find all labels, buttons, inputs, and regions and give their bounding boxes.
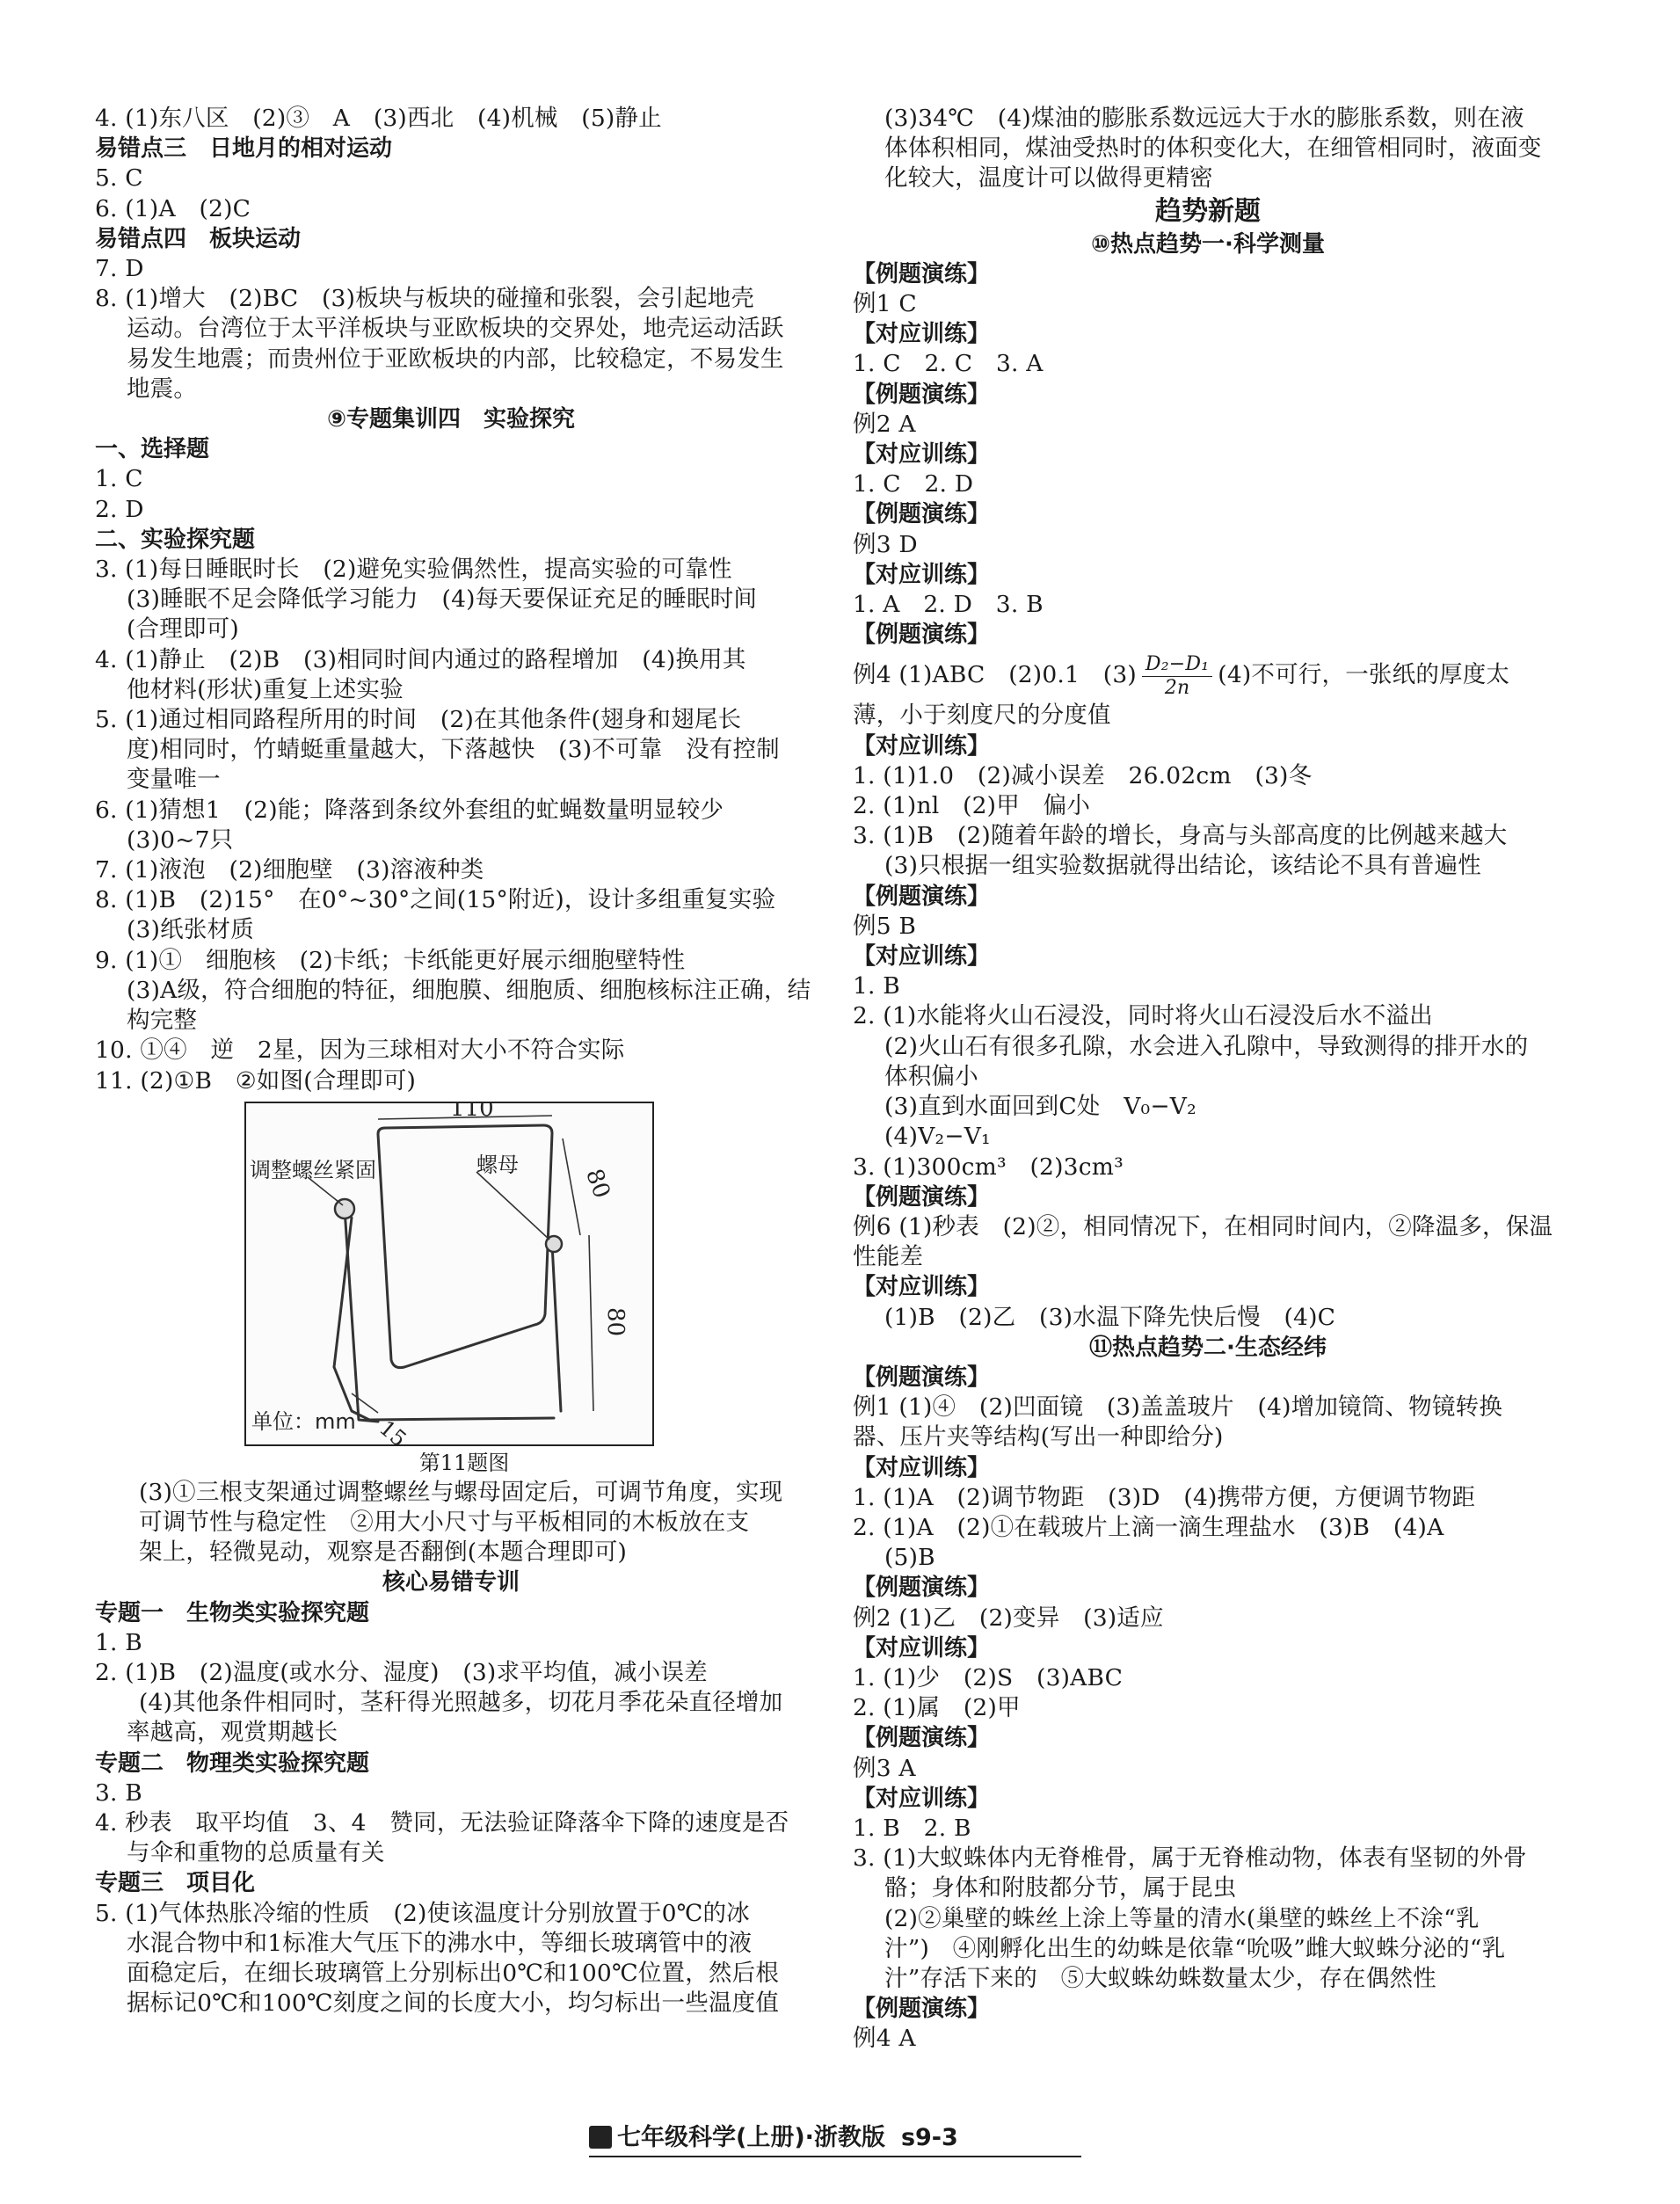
topic-heading: ⑨专题集训四 实验探究 xyxy=(326,406,575,433)
answer-line: (3)纸张材质 xyxy=(127,916,254,944)
answer-line: 汁”) ④刚孵化出生的幼蛛是依靠“吮吸”雌大蚁蛛分泌的“乳 xyxy=(884,1934,1506,1962)
answer-line: 面稳定后，在细长玻璃管上分别标出0℃和100℃位置，然后根 xyxy=(127,1959,780,1987)
topic-heading: 核心易错专训 xyxy=(382,1569,520,1597)
figure-caption: 第11题图 xyxy=(418,1450,510,1475)
answer-line: (4)其他条件相同时，茎秆得光照越多，切花月季花朵直径增加 xyxy=(139,1689,783,1717)
section-heading: 专题三 项目化 xyxy=(95,1870,256,1897)
answer-line: (合理即可) xyxy=(127,615,239,644)
answer-line: 1. B 2. B xyxy=(853,1814,971,1842)
answer-line: 2. (1)水能将火山石浸没，同时将火山石浸没后水不溢出 xyxy=(853,1002,1433,1030)
answer-line: 1. C 2. C 3. A xyxy=(853,350,1044,378)
answer-line: 11. (2)①B ②如图(合理即可) xyxy=(95,1066,417,1095)
answer-line: (3)睡眠不足会降低学习能力 (4)每天要保证充足的睡眠时间 xyxy=(127,586,758,614)
answer-line: (2)火山石有很多孔隙，水会进入孔隙中，导致测得的排开水的 xyxy=(884,1032,1529,1060)
answer-line: 例6 (1)秒表 (2)②，相同情况下，在相同时间内，②降温多，保温 xyxy=(853,1212,1553,1240)
answer-line: 8. (1)B (2)15° 在0°~30°之间(15°附近)，设计多组重复实验 xyxy=(95,886,776,914)
answer-line: 10. ①④ 逆 2星，因为三球相对大小不符合实际 xyxy=(95,1037,625,1065)
bracket-heading: 【对应训练】 xyxy=(853,1634,991,1662)
page-number: s9-3 xyxy=(900,2124,958,2151)
bracket-heading: 【对应训练】 xyxy=(853,1454,991,1481)
answer-line: 2. (1)nl (2)甲 偏小 xyxy=(853,792,1091,820)
answer-line: (3)A级，符合细胞的特征，细胞膜、细胞质、细胞核标注正确，结 xyxy=(127,976,811,1004)
answer-line: 变量唯一 xyxy=(127,766,221,794)
answer-line: 1. C 2. D xyxy=(853,470,974,498)
section-heading: 专题二 物理类实验探究题 xyxy=(95,1749,370,1777)
answer-line: 水混合物中和1标准大气压下的沸水中，等细长玻璃管中的液 xyxy=(127,1929,753,1957)
bracket-heading: 【对应训练】 xyxy=(853,321,991,348)
stand-drawing xyxy=(246,1103,652,1444)
answer-line: 5. (1)通过相同路程所用的时间 (2)在其他条件(翅身和翅尾长 xyxy=(95,706,742,734)
answer-line: (3)只根据一组实验数据就得出结论，该结论不具有普遍性 xyxy=(884,852,1481,880)
answer-line: 7. (1)液泡 (2)细胞壁 (3)溶液种类 xyxy=(95,856,484,884)
answer-line: 3. (1)B (2)随着年龄的增长，身高与头部高度的比例越来越大 xyxy=(853,822,1508,850)
answer-line: 例3 A xyxy=(853,1754,916,1782)
bracket-heading: 【对应训练】 xyxy=(853,1785,991,1812)
answer-line: 2. D xyxy=(95,495,144,523)
answer-line: (1)B (2)乙 (3)水温下降先快后慢 (4)C xyxy=(884,1303,1336,1331)
answer-line: 他材料(形状)重复上述实验 xyxy=(127,675,404,703)
answer-line: 2. (1)B (2)温度(或水分、湿度) (3)求平均值，减小误差 xyxy=(95,1658,708,1686)
answer-line: (5)B xyxy=(884,1544,935,1572)
bracket-heading: 【对应训练】 xyxy=(853,943,991,971)
label-80-right: 80 xyxy=(602,1306,629,1336)
bracket-heading: 【例题演练】 xyxy=(853,1364,991,1391)
bracket-heading: 【例题演练】 xyxy=(853,1575,991,1602)
support-back xyxy=(552,1244,561,1411)
dim-line-80-top xyxy=(563,1138,580,1235)
leader-nut xyxy=(476,1172,549,1240)
answer-line: 例5 B xyxy=(853,912,917,940)
answer-line: 2. (1)属 (2)甲 xyxy=(853,1694,1021,1722)
footer-rule xyxy=(589,2156,1081,2157)
answer-line: 运动。台湾位于太平洋板块与亚欧板块的交界处，地壳运动活跃 xyxy=(127,315,784,343)
answer-line: 地震。 xyxy=(127,375,198,403)
bracket-heading: 【例题演练】 xyxy=(853,1183,991,1211)
answer-line: 可调节性与稳定性 ②用大小尺寸与平板相同的木板放在支 xyxy=(139,1508,750,1536)
bracket-heading: 【例题演练】 xyxy=(853,883,991,910)
right-column xyxy=(853,104,1563,2055)
answer-line: (3)直到水面回到C处 V₀−V₂ xyxy=(884,1093,1196,1121)
label-110: 110 xyxy=(450,1102,494,1122)
topic-heading: ⑪热点趋势二·生态经纬 xyxy=(1089,1334,1327,1361)
answer-line: 汁”存活下来的 ⑤大蚁蛛幼蛛数量太少，存在偶然性 xyxy=(884,1964,1436,1992)
answer-line: 骼；身体和附肢都分节，属于昆虫 xyxy=(884,1874,1237,1902)
answer-line: 例4 A xyxy=(853,2025,916,2053)
answer-line: 薄，小于刻度尺的分度值 xyxy=(853,702,1111,730)
bracket-heading: 【例题演练】 xyxy=(853,381,991,408)
bracket-heading: 【对应训练】 xyxy=(853,732,991,760)
bracket-heading: 【对应训练】 xyxy=(853,1274,991,1301)
support-base xyxy=(334,1367,554,1420)
bracket-heading: 【例题演练】 xyxy=(853,1996,991,2023)
answer-line: 例1 (1)④ (2)凹面镜 (3)盖盖玻片 (4)增加镜筒、物镜转换 xyxy=(853,1393,1502,1422)
answer-line: 3. (1)每日睡眠时长 (2)避免实验偶然性，提高实验的可靠性 xyxy=(95,556,732,584)
answer-line: 例2 (1)乙 (2)变异 (3)适应 xyxy=(853,1604,1164,1632)
stand-diagram xyxy=(244,1102,654,1446)
answer-line: (4)V₂−V₁ xyxy=(884,1123,991,1151)
answer-line: 易发生地震；而贵州位于亚欧板块的内部，比较稳定，不易发生 xyxy=(127,345,784,373)
answer-line: 1. A 2. D 3. B xyxy=(853,591,1044,619)
answer-line: 5. C xyxy=(95,164,143,193)
answer-line: 构完整 xyxy=(127,1007,198,1035)
section-heading: 专题一 生物类实验探究题 xyxy=(95,1599,370,1626)
answer-line: 性能差 xyxy=(853,1243,924,1271)
fraction-numerator: D₂−D₁ xyxy=(1142,653,1212,677)
left-column xyxy=(95,104,811,2019)
answer-line: 9. (1)① 细胞核 (2)卡纸；卡纸能更好展示细胞壁特性 xyxy=(95,946,686,974)
answer-line: 4. (1)东八区 (2)③ A (3)西北 (4)机械 (5)静止 xyxy=(95,105,662,132)
answer-line: 据标记0℃和100℃刻度之间的长度大小，均匀标出一些温度值 xyxy=(127,1989,780,2018)
answer-line: 1. (1)A (2)调节物距 (3)D (4)携带方便，方便调节物距 xyxy=(853,1483,1476,1511)
topic-heading: ⑩热点趋势一·科学测量 xyxy=(1091,230,1325,258)
answer-line: (3)①三根支架通过调整螺丝与螺母固定后，可调节角度，实现 xyxy=(139,1478,783,1506)
label-15: 15 xyxy=(375,1415,411,1444)
label-unit: 单位：mm xyxy=(251,1408,356,1434)
answer-line: 4. 秒表 取平均值 3、4 赞同，无法验证降落伞下降的速度是否 xyxy=(95,1808,789,1837)
answer-line: 例1 C xyxy=(853,290,917,318)
panel-frame xyxy=(378,1125,552,1368)
answer-line: 化较大，温度计可以做得更精密 xyxy=(884,164,1213,193)
answer-line: (3)34℃ (4)煤油的膨胀系数远远大于水的膨胀系数，则在液 xyxy=(884,105,1524,132)
answer-line: 3. B xyxy=(95,1778,142,1807)
bracket-heading: 【例题演练】 xyxy=(853,622,991,649)
section-heading: 易错点三 日地月的相对运动 xyxy=(95,135,393,163)
answer-line: 8. (1)增大 (2)BC (3)板块与板块的碰撞和张裂，会引起地壳 xyxy=(95,285,755,313)
answer-line: 1. C xyxy=(95,465,143,493)
answer-line: 率越高，观赏期越长 xyxy=(127,1719,338,1747)
answer-line: 器、压片夹等结构(写出一种即给分) xyxy=(853,1423,1224,1451)
page-footer xyxy=(589,2120,1081,2156)
section-heading: 二、实验探究题 xyxy=(95,526,256,553)
bracket-heading: 【例题演练】 xyxy=(853,1725,991,1752)
answer-line: 7. D xyxy=(95,255,144,283)
example-4-text-after: (4)不可行，一张纸的厚度太 xyxy=(1218,661,1510,689)
bracket-heading: 【例题演练】 xyxy=(853,260,991,287)
book-icon xyxy=(589,2126,612,2149)
answer-line: 例3 D xyxy=(853,530,918,558)
fraction xyxy=(1142,653,1212,700)
answer-line: 3. (1)300cm³ (2)3cm³ xyxy=(853,1153,1124,1181)
answer-line: 4. (1)静止 (2)B (3)相同时间内通过的路程增加 (4)换用其 xyxy=(95,645,746,673)
dim-line-80-right xyxy=(589,1235,593,1411)
label-adjust: 调整螺丝紧固 xyxy=(250,1157,376,1182)
footer-title xyxy=(617,2120,958,2156)
answer-line: 1. B xyxy=(853,972,900,1000)
answer-line: 1. (1)少 (2)S (3)ABC xyxy=(853,1663,1124,1691)
answer-line: 1. B xyxy=(95,1628,142,1656)
answer-line: 体体积相同，煤油受热时的体积变化大，在细管相同时，液面变 xyxy=(884,135,1542,163)
answer-line: 6. (1)A (2)C xyxy=(95,194,251,222)
bracket-heading: 【对应训练】 xyxy=(853,441,991,469)
part-title: 趋势新题 xyxy=(1155,195,1261,227)
answer-line: 例2 A xyxy=(853,410,916,438)
answer-line: 与伞和重物的总质量有关 xyxy=(127,1839,385,1867)
section-heading: 一、选择题 xyxy=(95,436,210,463)
label-nut: 螺母 xyxy=(476,1152,519,1177)
example-4-text: 例4 (1)ABC (2)0.1 (3) xyxy=(853,661,1137,689)
footer-book-title: 七年级科学(上册)·浙教版 xyxy=(617,2124,885,2151)
answer-line: 5. (1)气体热胀冷缩的性质 (2)使该温度计分别放置于0℃的冰 xyxy=(95,1899,750,1927)
answer-line: 度)相同时，竹蜻蜓重量越大，下落越快 (3)不可靠 没有控制 xyxy=(127,736,780,764)
answer-line: 6. (1)猜想1 (2)能；降落到条纹外套组的虻蝇数量明显较少 xyxy=(95,796,724,824)
label-80-top: 80 xyxy=(580,1165,615,1202)
answer-line: (2)②巢壁的蛛丝上涂上等量的清水(巢壁的蛛丝上不涂“乳 xyxy=(884,1904,1480,1932)
answer-line: 体积偏小 xyxy=(884,1062,978,1090)
bracket-heading: 【对应训练】 xyxy=(853,561,991,588)
bracket-heading: 【例题演练】 xyxy=(853,501,991,528)
answer-line: (3)0~7只 xyxy=(127,826,234,854)
answer-line: 架上，轻微晃动，观察是否翻倒(本题合理即可) xyxy=(139,1538,628,1567)
answer-line: 1. (1)1.0 (2)减小误差 26.02cm (3)冬 xyxy=(853,761,1313,789)
example-4-line xyxy=(853,650,1563,701)
answer-line: 2. (1)A (2)①在载玻片上滴一滴生理盐水 (3)B (4)A xyxy=(853,1513,1444,1541)
figure-11 xyxy=(95,1096,807,1448)
fraction-denominator: 2n xyxy=(1164,676,1190,699)
answer-line: 3. (1)大蚁蛛体内无脊椎骨，属于无脊椎动物，体表有坚韧的外骨 xyxy=(853,1844,1527,1873)
section-heading: 易错点四 板块运动 xyxy=(95,225,302,252)
